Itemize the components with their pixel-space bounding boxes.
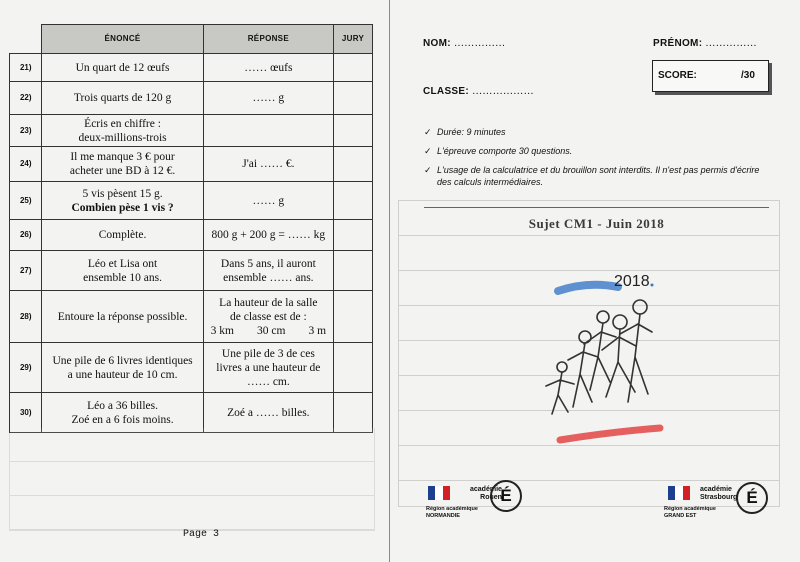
answer-field[interactable]: …… g (203, 182, 333, 220)
answer-line: ensemble …… ans. (223, 271, 314, 284)
education-e-logo: É (490, 480, 522, 512)
question-text (42, 393, 203, 433)
table-row (10, 182, 373, 220)
question-line: Léo et Lisa ont (87, 257, 158, 270)
rule-item (424, 145, 774, 157)
acad-line: académie (700, 486, 732, 493)
rule-text: L'usage de la calculatrice et du brouillon sont interdits. Il n'est pas permis d'écrire des calculs intermédiaires. (437, 165, 760, 187)
jury-cell[interactable] (334, 147, 373, 182)
acad-line: académie (470, 486, 502, 493)
answer-field[interactable]: 800 g + 200 g = …… kg (203, 220, 333, 251)
answer-options (207, 324, 330, 338)
table-row (10, 291, 373, 343)
rule-item (424, 126, 774, 138)
header-enonce: ÉNONCÉ (42, 25, 203, 54)
table-row (10, 115, 373, 147)
table-row (10, 82, 373, 115)
region-line: Région académique (664, 506, 716, 512)
republique-francaise-flag (428, 486, 450, 500)
education-e-logo: É (736, 482, 768, 514)
acad-line: Rouen (480, 494, 502, 501)
question-text (42, 115, 203, 147)
question-number: 28) (10, 291, 42, 343)
question-line: Il me manque 3 € pour (70, 151, 175, 163)
question-line: Écris en chiffre : (84, 117, 161, 130)
header-blank (10, 25, 42, 54)
answer-line: Une pile de 3 de ces (221, 347, 315, 360)
question-line: a une hauteur de 10 cm. (67, 368, 178, 381)
header-jury: JURY (334, 25, 373, 54)
prenom-dots: …………… (705, 38, 757, 49)
questions-table (9, 24, 373, 433)
jury-cell[interactable] (334, 393, 373, 433)
checkmark-icon: ✓ (424, 146, 432, 156)
rules-list (424, 126, 774, 195)
region-line: Région académique (426, 506, 478, 512)
option-3m[interactable]: 3 m (308, 324, 327, 337)
page-number: Page 3 (183, 529, 220, 540)
flag-stripe (428, 486, 435, 500)
question-line: 5 vis pèsent 15 g. (82, 187, 163, 200)
question-number: 25) (10, 182, 42, 220)
question-number: 30) (10, 393, 42, 433)
jury-cell[interactable] (334, 54, 373, 82)
answer-field[interactable] (203, 251, 333, 291)
jury-cell[interactable] (334, 343, 373, 393)
question-text (42, 147, 203, 182)
nom-dots: …………… (453, 38, 506, 49)
nom-label: NOM: (423, 38, 451, 49)
table-row (10, 147, 373, 182)
answer-field[interactable]: Zoé a …… billes. (203, 393, 333, 433)
acad-line: Strasbourg (700, 494, 738, 501)
academie-strasbourg (700, 486, 737, 502)
question-text: Un quart de 12 œufs (42, 54, 203, 82)
question-text (42, 251, 203, 291)
checkmark-icon: ✓ (424, 165, 432, 175)
question-line: acheter une BD à 12 €. (69, 165, 176, 177)
table-row (10, 343, 373, 393)
score-box[interactable] (652, 60, 769, 92)
option-3km[interactable]: 3 km (210, 324, 234, 337)
jury-cell[interactable] (334, 220, 373, 251)
jury-cell[interactable] (334, 291, 373, 343)
question-text (42, 182, 203, 220)
question-line: ensemble 10 ans. (83, 271, 162, 284)
rule-item (424, 164, 774, 188)
question-text: Trois quarts de 120 g (42, 82, 203, 115)
checkmark-icon: ✓ (424, 127, 432, 137)
question-line: Une pile de 6 livres identiques (52, 354, 193, 367)
table-row (10, 251, 373, 291)
table-row (10, 393, 373, 433)
jury-cell[interactable] (334, 251, 373, 291)
region-grand-est (664, 506, 716, 520)
jury-cell[interactable] (334, 82, 373, 115)
question-text: Complète. (42, 220, 203, 251)
table-row (10, 54, 373, 82)
answer-line: de classe est de : (230, 310, 307, 323)
question-line: deux-millions-trois (78, 131, 167, 144)
question-line: Combien pèse 1 vis ? (71, 201, 174, 214)
classe-label: CLASSE: (423, 86, 469, 97)
question-number: 23) (10, 115, 42, 147)
answer-field[interactable]: J'ai …… €. (203, 147, 333, 182)
option-30cm[interactable]: 30 cm (257, 324, 286, 337)
subject-title: Sujet CM1 - Juin 2018 (528, 216, 665, 231)
question-number: 22) (10, 82, 42, 115)
stick-figures-illustration (540, 262, 670, 452)
classe-field[interactable] (423, 86, 534, 97)
question-number: 24) (10, 147, 42, 182)
header-reponse: RÉPONSE (203, 25, 333, 54)
answer-line: La hauteur de la salle (219, 296, 318, 309)
republique-francaise-flag (668, 486, 690, 500)
flag-stripe (435, 486, 442, 500)
answer-field[interactable]: …… g (203, 82, 333, 115)
flag-stripe (683, 486, 690, 500)
question-text: Entoure la réponse possible. (42, 291, 203, 343)
question-line: Léo a 36 billes. (87, 399, 158, 412)
jury-cell[interactable] (334, 182, 373, 220)
answer-line: livres a une hauteur de (216, 361, 321, 374)
jury-cell[interactable] (334, 115, 373, 147)
flag-stripe (675, 486, 682, 500)
drawing-year: 2018 (614, 273, 650, 290)
table-row (10, 220, 373, 251)
page-fold (389, 0, 390, 562)
score-max: /30 (741, 70, 755, 81)
answer-line: Dans 5 ans, il auront (220, 257, 316, 270)
nom-field[interactable] (423, 38, 505, 49)
question-number: 29) (10, 343, 42, 393)
table-header-row (10, 25, 373, 54)
question-number: 21) (10, 54, 42, 82)
answer-field[interactable] (203, 291, 333, 343)
flag-stripe (443, 486, 450, 500)
answer-field[interactable] (203, 343, 333, 393)
answer-field[interactable]: …… œufs (203, 54, 333, 82)
classe-dots: ……………… (472, 86, 534, 97)
flag-stripe (668, 486, 675, 500)
question-number: 27) (10, 251, 42, 291)
prenom-label: PRÉNOM: (653, 38, 703, 49)
score-label: SCORE: (658, 70, 697, 81)
region-line: NORMANDIE (426, 513, 460, 519)
region-line: GRAND EST (664, 513, 697, 519)
bleed-through-area (9, 428, 375, 531)
prenom-field[interactable] (653, 38, 757, 49)
question-number: 26) (10, 220, 42, 251)
question-text (42, 343, 203, 393)
rule-text: Durée: 9 minutes (437, 127, 506, 137)
region-normandie (426, 506, 478, 520)
question-line: Zoé en a 6 fois moins. (71, 413, 174, 426)
logos-bar (424, 472, 774, 532)
rule-text: L'épreuve comporte 30 questions. (437, 146, 573, 156)
answer-field[interactable] (203, 115, 333, 147)
answer-line: …… cm. (246, 375, 290, 388)
